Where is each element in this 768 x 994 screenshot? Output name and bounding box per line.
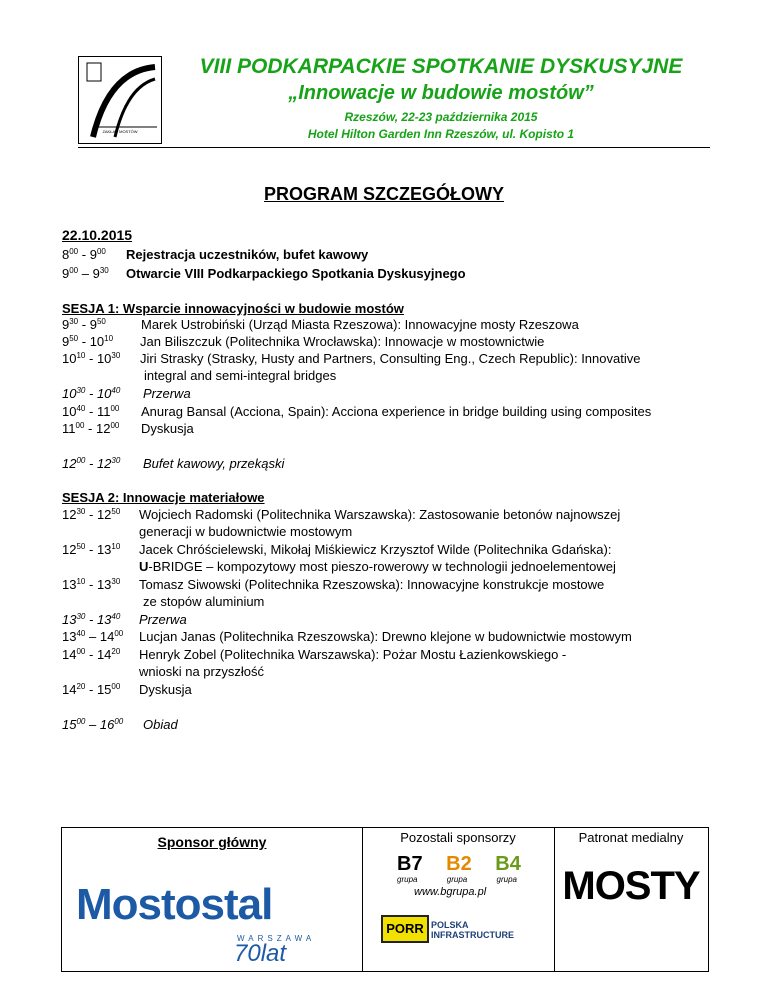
agenda-text-cont: wnioski na przyszłość (139, 664, 264, 679)
time-range: $12^{00} - 12^{30}$ (62, 456, 121, 471)
agenda-text: Dyskusja (141, 421, 194, 436)
agenda-item (62, 612, 187, 628)
bridge-logo (78, 56, 162, 144)
b2-logo: B2 (446, 853, 472, 875)
agenda-item (62, 404, 652, 420)
other-sponsors-label: Pozostali sponsorzy (400, 830, 516, 845)
time-range: $13^{30} - 13^{40}$ (62, 612, 121, 627)
time-range: $10^{10} - 10^{30}$ (62, 351, 121, 366)
agenda-item (62, 577, 605, 609)
agenda-text: Marek Ustrobiński (Urząd Miasta Rzeszowa): Innowacyjne mosty Rzeszowa (141, 317, 579, 332)
agenda-text: Bufet kawowy, przekąski (143, 456, 285, 471)
bgrupa-url: www.bgrupa.pl (414, 886, 487, 898)
agenda-item (62, 647, 567, 679)
break-item (62, 456, 285, 472)
agenda-item (62, 317, 579, 333)
agenda-text-cont: ze stopów aluminium (143, 594, 265, 609)
agenda-text: Przerwa (139, 612, 187, 627)
main-sponsor-label: Sponsor główny (157, 834, 267, 850)
agenda-text: Wojciech Radomski (Politechnika Warszawska): Zastosowanie betonów najnowszej (139, 507, 621, 522)
program-title: PROGRAM SZCZEGÓŁOWY (264, 184, 504, 204)
session-1-title: SESJA 1: Wsparcie innowacyjności w budowie mostów (62, 301, 404, 316)
agenda-item (62, 266, 466, 282)
break-item (62, 717, 178, 733)
agenda-item (62, 334, 545, 350)
agenda-item (62, 629, 632, 645)
agenda-text: Tomasz Siwowski (Politechnika Rzeszowska): Innowacyjne konstrukcje mostowe (139, 577, 605, 592)
time-range: $9^{00} - 9^{30}$ (62, 266, 109, 281)
agenda-item (62, 351, 641, 383)
b7-logo: B7 (397, 853, 423, 875)
agenda-item (62, 386, 191, 402)
time-range: $10^{40} - 11^{00}$ (62, 404, 120, 419)
agenda-item (62, 542, 616, 574)
mosty-logo: MOSTY (562, 864, 700, 908)
time-range: $13^{10} - 13^{30}$ (62, 577, 121, 592)
agenda-item (62, 421, 194, 437)
time-range: $12^{50} - 13^{10}$ (62, 542, 121, 557)
agenda-text-cont: generacji w budownictwie mostowym (139, 524, 353, 539)
agenda-text: Anurag Bansal (Acciona, Spain): Acciona experience in bridge building using composites (141, 404, 652, 419)
agenda-text-cont: integral and semi-integral bridges (144, 368, 337, 383)
event-subtitle: „Innowacje w budowie mostów” (288, 82, 594, 104)
agenda-text: Obiad (143, 717, 178, 732)
agenda-text: Lucjan Janas (Politechnika Rzeszowska): Drewno klejone w budownictwie mostowym (139, 629, 632, 644)
agenda-text-cont: U-BRIDGE – kompozytowy most pieszo-rowerowy w technologii jednoelementowej (139, 559, 616, 574)
event-venue: Hotel Hilton Garden Inn Rzeszów, ul. Kopisto 1 (307, 127, 575, 141)
time-range: $15^{00} - 16^{00}$ (62, 717, 124, 732)
bgrupa-sub: grupa grupa grupa (397, 875, 517, 884)
event-title: VIII PODKARPACKIE SPOTKANIE DYSKUSYJNE (199, 55, 683, 78)
logo-caption: ZAKŁAD MOSTÓW (102, 129, 138, 134)
mostostal-logo: Mostostal (76, 880, 273, 929)
b4-logo: B4 (495, 853, 521, 875)
time-range: $11^{00} - 12^{00}$ (62, 421, 120, 436)
porr-logo: PORR (381, 915, 429, 943)
sponsors-box (61, 827, 709, 972)
agenda-text: Henryk Zobel (Politechnika Warszawska): Pożar Mostu Łazienkowskiego - (139, 647, 567, 662)
agenda-item (62, 682, 192, 698)
agenda-text: Rejestracja uczestników, bufet kawowy (126, 247, 369, 262)
time-range: $14^{00} - 14^{20}$ (62, 647, 121, 662)
agenda-item (62, 247, 369, 263)
time-range: $10^{30} - 10^{40}$ (62, 386, 121, 401)
day-date: 22.10.2015 (62, 227, 133, 243)
mostostal-city: WARSZAWA (237, 934, 316, 943)
media-patron-label: Patronat medialny (578, 830, 684, 845)
agenda-text: Otwarcie VIII Podkarpackiego Spotkania Dyskusyjnego (126, 266, 466, 281)
time-range: $14^{20} - 15^{00}$ (62, 682, 121, 697)
session-2-title: SESJA 2: Innowacje materiałowe (62, 490, 265, 505)
agenda-text: Jiri Strasky (Strasky, Husty and Partners, Consulting Eng., Czech Republic): Innovative (140, 351, 641, 366)
divider (362, 828, 363, 971)
agenda-text: Dyskusja (139, 682, 192, 697)
time-range: $8^{00} - 9^{00}$ (62, 247, 106, 262)
agenda-text: Jan Biliszczuk (Politechnika Wrocławska): Innowacje w mostownictwie (140, 334, 545, 349)
mostostal-anniversary: 70lat (234, 940, 287, 967)
agenda-text: Jacek Chróścielewski, Mikołaj Miśkiewicz Krzysztof Wilde (Politechnika Gdańska): (139, 542, 612, 557)
time-range: $9^{50} - 10^{10}$ (62, 334, 114, 349)
time-range: $12^{30} - 12^{50}$ (62, 507, 121, 522)
event-date-place: Rzeszów, 22-23 października 2015 (344, 110, 538, 124)
bgrupa-logos (397, 853, 539, 876)
agenda-item (62, 507, 621, 539)
time-range: $13^{40} - 14^{00}$ (62, 629, 124, 644)
document-header (78, 52, 710, 148)
porr-text: POLSKA INFRASTRUCTURE (431, 920, 514, 940)
time-range: $9^{30} - 9^{50}$ (62, 317, 106, 332)
agenda-text: Przerwa (143, 386, 191, 401)
